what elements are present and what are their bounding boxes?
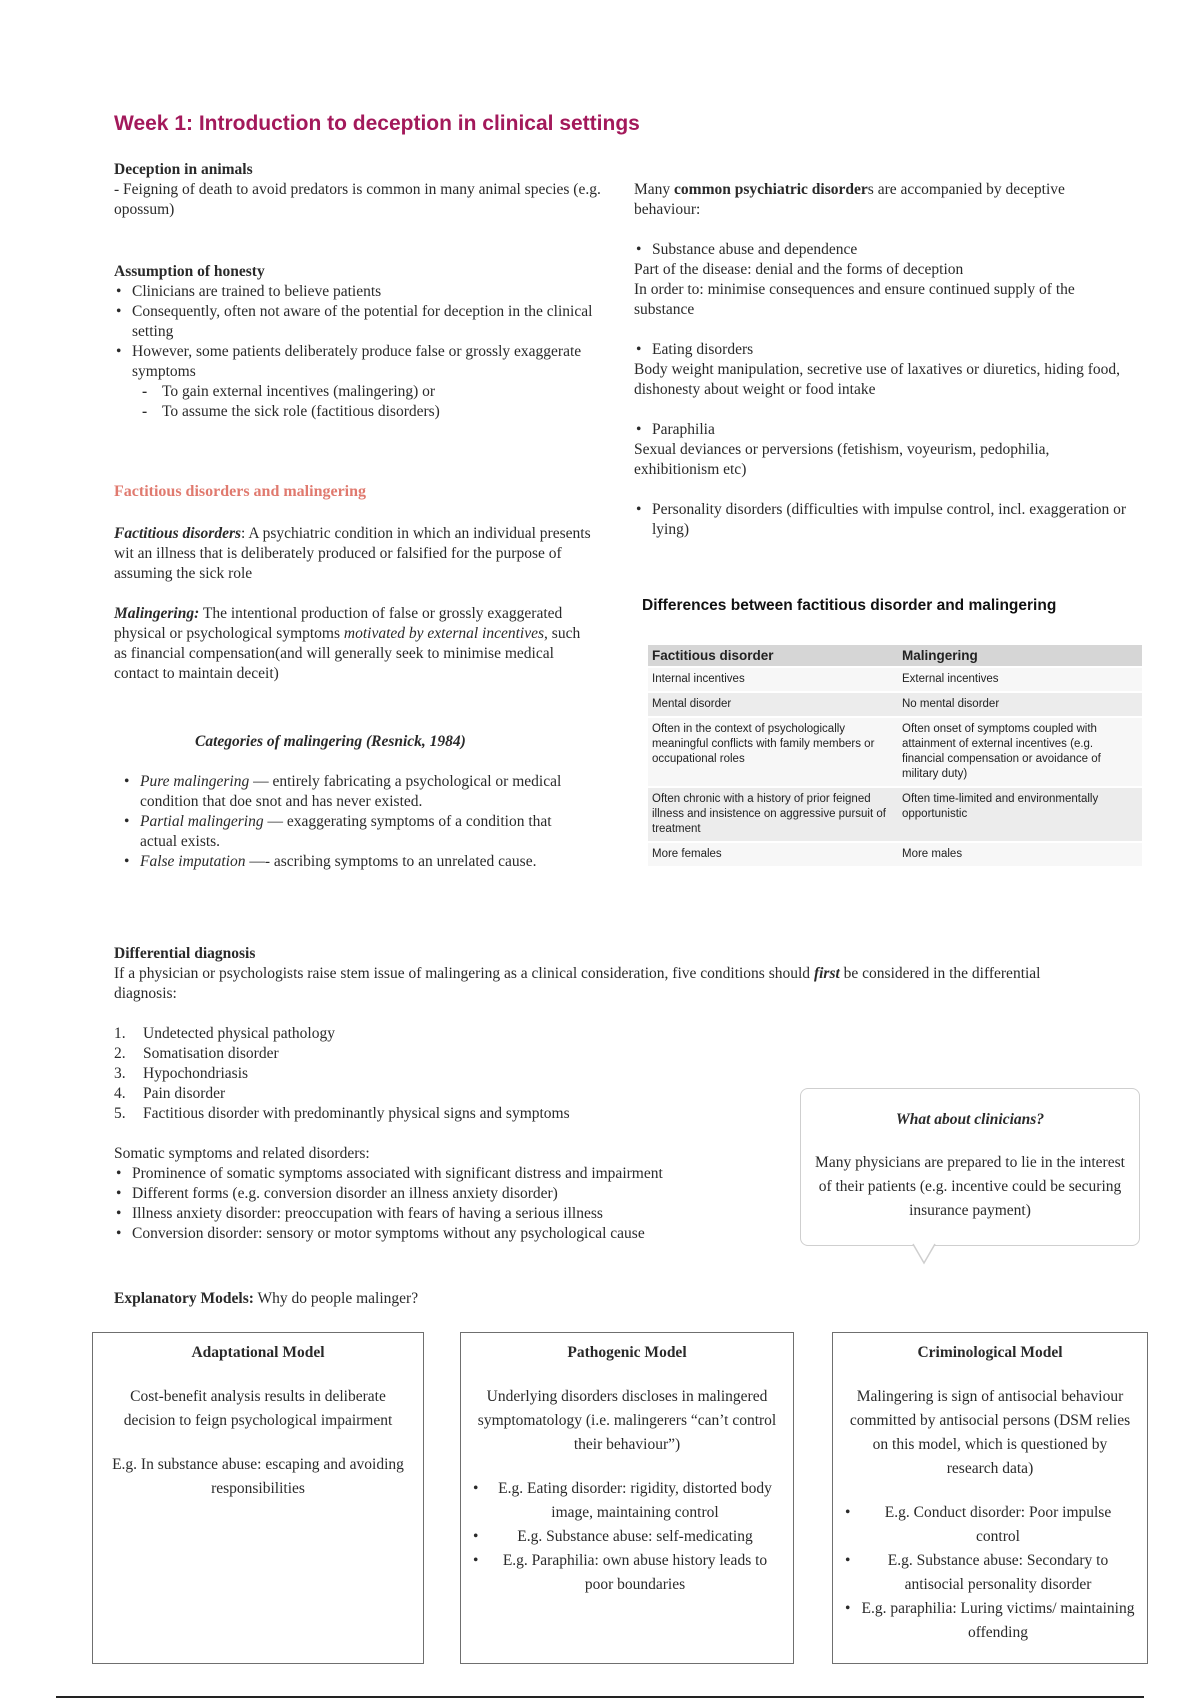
model-box-adaptational xyxy=(92,1332,424,1664)
deception-animals-heading: Deception in animals xyxy=(114,161,253,178)
list-item: • Clinicians are trained to believe patients xyxy=(114,282,604,302)
list-item: • Eating disorders xyxy=(634,340,1134,360)
malingering-def-1: The intentional production of false or grossly exaggerated physical or psychological symptoms xyxy=(114,605,563,642)
list-item xyxy=(114,1064,1074,1084)
table-title: Differences between factitious disorder and malingering xyxy=(642,597,1057,614)
categories-list xyxy=(122,772,582,872)
deception-animals-text: - Feigning of death to avoid predators is common in many animal species (e.g. opossum) xyxy=(114,181,601,218)
table-cell: Often onset of symptoms coupled with attainment of external incentives (e.g. financial compensation or avoidance of military duty) xyxy=(898,717,1142,787)
callout-title: What about clinicians? xyxy=(895,1111,1045,1128)
psychiatric-section xyxy=(634,180,1134,540)
category-text: — exaggerating symptoms of a condition that actual exists. xyxy=(140,813,552,850)
category-term: Pure malingering xyxy=(140,773,250,790)
table-row xyxy=(648,692,1142,717)
list-number: 4. xyxy=(114,1085,126,1102)
table-cell: Internal incentives xyxy=(648,667,898,692)
table-header: Malingering xyxy=(898,645,1142,667)
clinicians-callout xyxy=(800,1088,1140,1246)
explanatory-heading-bold: Explanatory Models: xyxy=(114,1290,254,1307)
table-cell: No mental disorder xyxy=(898,692,1142,717)
list-item: • E.g. Conduct disorder: Poor impulse control xyxy=(841,1501,1139,1549)
list-item: • E.g. Paraphilia: own abuse history leads to poor boundaries xyxy=(469,1549,785,1597)
table-cell: Mental disorder xyxy=(648,692,898,717)
list-number: 5. xyxy=(114,1105,126,1122)
deception-animals-section xyxy=(114,160,604,220)
list-number: 2. xyxy=(114,1045,126,1062)
table-row xyxy=(648,717,1142,787)
psych-line: Body weight manipulation, secretive use of laxatives or diuretics, hiding food, dishonesty about weight or food intake xyxy=(634,361,1120,398)
factitious-definition xyxy=(114,524,594,684)
list-item: • E.g. paraphilia: Luring victims/ maintaining offending xyxy=(841,1597,1139,1645)
callout-body: Many physicians are prepared to lie in the interest of their patients (e.g. incentive could be securing insurance payment) xyxy=(815,1154,1125,1219)
list-text: Hypochondriasis xyxy=(143,1065,249,1082)
categories-heading: Categories of malingering (Resnick, 1984) xyxy=(195,733,466,750)
psych-intro-bold: common psychiatric disorder xyxy=(674,181,868,198)
table-row xyxy=(648,842,1142,867)
factitious-def: : A psychiatric condition in which an individual presents wit an illness that is deliberately produced or falsified for the purpose of assuming the sick role xyxy=(114,525,591,582)
list-text: Factitious disorder with predominantly physical signs and symptoms xyxy=(143,1105,570,1122)
model-text: Cost-benefit analysis results in deliberate decision to feign psychological impairment xyxy=(123,1388,393,1429)
bottom-rule xyxy=(56,1696,1144,1698)
table-header: Factitious disorder xyxy=(648,645,898,667)
list-item: • Illness anxiety disorder: preoccupation with fears of having a serious illness xyxy=(114,1204,794,1224)
psych-line: Part of the disease: denial and the forms of deception xyxy=(634,261,964,278)
list-text: Pain disorder xyxy=(143,1085,226,1102)
list-item xyxy=(122,772,582,812)
explanatory-heading-rest: Why do people malinger? xyxy=(253,1290,419,1307)
list-item: • Personality disorders (difficulties with impulse control, incl. exaggeration or lying) xyxy=(634,500,1134,540)
model-title: Criminological Model xyxy=(917,1344,1063,1361)
model-title: Adaptational Model xyxy=(191,1344,325,1361)
psych-intro-1: Many xyxy=(634,181,675,198)
list-item: - To assume the sick role (factitious disorders) xyxy=(114,402,604,422)
assumption-heading: Assumption of honesty xyxy=(114,263,265,280)
table-row xyxy=(648,667,1142,692)
factitious-term: Factitious disorders xyxy=(114,525,242,542)
model-text: Underlying disorders discloses in malingered symptomatology (i.e. malingerers “can’t control their behaviour”) xyxy=(477,1388,777,1453)
table-cell: External incentives xyxy=(898,667,1142,692)
malingering-italic: motivated by external incentives xyxy=(343,625,545,642)
table-row xyxy=(648,787,1142,842)
list-item xyxy=(114,1024,1074,1044)
model-box-criminological xyxy=(832,1332,1148,1664)
list-item: • Paraphilia xyxy=(634,420,1134,440)
list-item: • Prominence of somatic symptoms associated with significant distress and impairment xyxy=(114,1164,794,1184)
list-item: • E.g. Substance abuse: Secondary to antisocial personality disorder xyxy=(841,1549,1139,1597)
list-item: • Conversion disorder: sensory or motor symptoms without any psychological cause xyxy=(114,1224,794,1244)
list-item: • Different forms (e.g. conversion disorder an illness anxiety disorder) xyxy=(114,1184,794,1204)
psych-line: In order to: minimise consequences and ensure continued supply of the substance xyxy=(634,281,1075,318)
list-text: Somatisation disorder xyxy=(143,1045,279,1062)
list-item: - To gain external incentives (malingering) or xyxy=(114,382,604,402)
list-text: Undetected physical pathology xyxy=(143,1025,335,1042)
psych-intro-2: s are accompanied by deceptive behaviour: xyxy=(634,181,1065,218)
differential-heading: Differential diagnosis xyxy=(114,945,256,962)
list-item: • E.g. Eating disorder: rigidity, distorted body image, maintaining control xyxy=(469,1477,785,1525)
table-header-row xyxy=(648,645,1142,667)
differential-intro-2: be considered in the differential diagnosis: xyxy=(114,965,1041,1002)
model-box-pathogenic xyxy=(460,1332,794,1664)
page-title: Week 1: Introduction to deception in clinical settings xyxy=(114,112,640,135)
list-number: 1. xyxy=(114,1025,126,1042)
table-cell: Often in the context of psychologically meaningful conflicts with family members or occupational roles xyxy=(648,717,898,787)
factitious-section-heading: Factitious disorders and malingering xyxy=(114,483,367,500)
table-cell: More males xyxy=(898,842,1142,867)
somatic-heading: Somatic symptoms and related disorders: xyxy=(114,1145,370,1162)
model-text: E.g. In substance abuse: escaping and avoiding responsibilities xyxy=(112,1456,404,1497)
explanatory-heading xyxy=(114,1289,418,1309)
category-text: — entirely fabricating a psychological or medical condition that doe snot and has never existed. xyxy=(140,773,562,810)
list-item xyxy=(122,812,582,852)
list-item: • E.g. Substance abuse: self-medicating xyxy=(469,1525,785,1549)
list-item xyxy=(122,852,582,872)
list-item xyxy=(114,1044,1074,1064)
differential-intro-italic: first xyxy=(813,965,840,982)
list-item: • Substance abuse and dependence xyxy=(634,240,1134,260)
list-number: 3. xyxy=(114,1065,126,1082)
table-cell: Often time-limited and environmentally opportunistic xyxy=(898,787,1142,842)
category-text: —- ascribing symptoms to an unrelated cause. xyxy=(245,853,537,870)
list-item: • However, some patients deliberately produce false or grossly exaggerate symptoms xyxy=(114,342,604,382)
differential-intro-1: If a physician or psychologists raise stem issue of malingering as a clinical consideration, five conditions should xyxy=(114,965,814,982)
malingering-term: Malingering: xyxy=(114,605,200,622)
category-term: Partial malingering xyxy=(140,813,264,830)
psych-line: Sexual deviances or perversions (fetishism, voyeurism, pedophilia, exhibitionism etc) xyxy=(634,441,1050,478)
model-title: Pathogenic Model xyxy=(567,1344,687,1361)
table-cell: More females xyxy=(648,842,898,867)
model-text: Malingering is sign of antisocial behaviour committed by antisocial persons (DSM relies on this model, which is questioned by research data) xyxy=(849,1388,1131,1477)
category-term: False imputation xyxy=(140,853,246,870)
malingering-def-2: , such as financial compensation(and will generally seek to minimise medical contact to maintain deceit) xyxy=(114,625,581,682)
assumption-section xyxy=(114,262,604,422)
callout-tail xyxy=(912,1243,936,1265)
comparison-table xyxy=(648,645,1142,868)
table-cell: Often chronic with a history of prior feigned illness and insistence on aggressive pursuit of treatment xyxy=(648,787,898,842)
list-item: • Consequently, often not aware of the potential for deception in the clinical setting xyxy=(114,302,604,342)
